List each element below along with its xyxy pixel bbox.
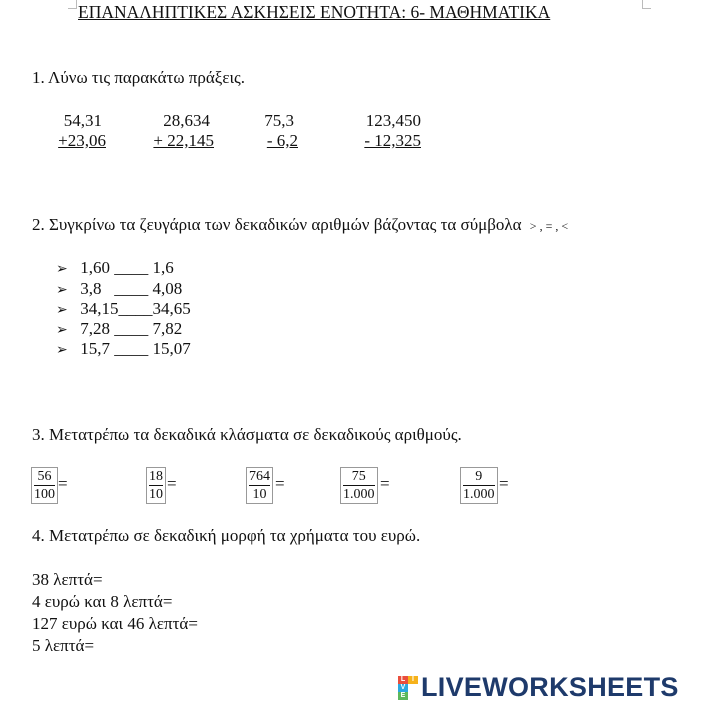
fraction-denominator: 1.000 xyxy=(463,487,495,502)
list-item xyxy=(56,279,182,299)
list-item xyxy=(56,339,191,359)
q1-op2-top: 28,634 xyxy=(163,111,210,130)
list-item xyxy=(56,258,174,278)
logo-letter: V xyxy=(398,684,408,692)
compare-left: 3,8 xyxy=(80,279,102,298)
equals-sign: = xyxy=(275,474,285,493)
arrow-bullet-icon: ➢ xyxy=(56,343,68,358)
q1-op3-top: 75,3 xyxy=(264,111,294,130)
worksheet-title: ΕΠΑΝΑΛΗΠΤΙΚΕΣ ΑΣΚΗΣΕΙΣ ΕΝΟΤΗΤΑ: 6- ΜΑΘΗΜΑΤΙΚΑ xyxy=(78,2,551,22)
fraction-4 xyxy=(340,467,380,504)
arrow-bullet-icon: ➢ xyxy=(56,323,68,338)
arrow-bullet-icon: ➢ xyxy=(56,303,68,318)
compare-left: 34,15 xyxy=(80,299,119,318)
fraction-denominator: 10 xyxy=(149,487,163,502)
fraction-box xyxy=(460,467,498,504)
arrow-bullet-icon: ➢ xyxy=(56,283,68,298)
fraction-numerator: 56 xyxy=(34,468,55,486)
q2-prompt xyxy=(32,215,568,235)
money-item: 4 ευρώ και 8 λεπτά= xyxy=(32,592,173,611)
fraction-numerator: 18 xyxy=(149,469,163,484)
list-item xyxy=(56,319,182,339)
compare-blank[interactable]: ____ xyxy=(114,279,149,298)
corner-mark-top-left xyxy=(68,0,77,9)
fraction-numerator: 764 xyxy=(249,469,270,484)
q1-op2-bottom: + 22,145 xyxy=(153,131,214,150)
fraction-denominator: 1.000 xyxy=(343,487,375,502)
q2-prompt-text: 2. Συγκρίνω τα ζευγάρια των δεκαδικών αριθμών βάζοντας τα σύμβολα xyxy=(32,215,522,234)
liveworksheets-logo xyxy=(398,672,679,703)
q1-op1-top: 54,31 xyxy=(63,111,102,130)
logo-letter: L xyxy=(398,676,408,684)
q3-prompt: 3. Μετατρέπω τα δεκαδικά κλάσματα σε δεκαδικούς αριθμούς. xyxy=(32,425,462,444)
equals-sign: = xyxy=(167,474,177,493)
fraction-denominator: 10 xyxy=(252,487,267,502)
money-item: 127 ευρώ και 46 λεπτά= xyxy=(32,614,198,633)
fraction-2 xyxy=(146,467,186,504)
compare-left: 7,28 xyxy=(80,319,110,338)
logo-letter: E xyxy=(398,692,408,700)
q1-prompt: 1. Λύνω τις παρακάτω πράξεις. xyxy=(32,68,246,87)
fraction-denominator: 100 xyxy=(34,487,55,502)
q1-op4-top: 123,450 xyxy=(365,111,421,130)
compare-blank[interactable]: ____ xyxy=(114,258,149,277)
equals-sign: = xyxy=(58,474,68,493)
fraction-5 xyxy=(460,467,500,504)
money-item: 5 λεπτά= xyxy=(32,636,95,655)
arrow-bullet-icon: ➢ xyxy=(56,262,68,277)
fraction-box xyxy=(340,467,378,504)
fraction-numerator: 75 xyxy=(343,468,375,486)
fraction-box xyxy=(246,467,273,504)
compare-blank[interactable]: ____ xyxy=(114,319,149,338)
equals-sign: = xyxy=(499,474,509,493)
compare-blank[interactable]: ____ xyxy=(114,339,149,358)
fraction-box xyxy=(31,467,58,504)
corner-mark-top-right xyxy=(642,0,651,9)
equals-sign: = xyxy=(380,474,390,493)
liveworksheets-logo-icon xyxy=(398,676,418,700)
q1-op3-bottom: - 6,2 xyxy=(266,131,298,150)
q1-op4-bottom: - 12,325 xyxy=(364,131,421,150)
compare-right: 1,6 xyxy=(152,258,174,277)
compare-right: 7,82 xyxy=(152,319,183,338)
compare-right: 15,07 xyxy=(152,339,191,358)
compare-right: 4,08 xyxy=(152,279,183,298)
compare-right: 34,65 xyxy=(152,299,191,318)
q4-prompt: 4. Μετατρέπω σε δεκαδική μορφή τα χρήματα του ευρώ. xyxy=(32,526,421,545)
q2-symbols: > , = , < xyxy=(529,219,569,233)
logo-letter: I xyxy=(408,676,418,684)
q1-op1-bottom: +23,06 xyxy=(58,131,106,150)
compare-left: 15,7 xyxy=(80,339,110,358)
fraction-numerator: 9 xyxy=(463,468,495,486)
list-item xyxy=(56,299,191,319)
money-item: 38 λεπτά= xyxy=(32,570,103,589)
fraction-box xyxy=(146,467,166,504)
logo-text: LIVEWORKSHEETS xyxy=(421,672,679,702)
compare-left: 1,60 xyxy=(80,258,110,277)
compare-blank[interactable]: ____ xyxy=(118,299,153,318)
